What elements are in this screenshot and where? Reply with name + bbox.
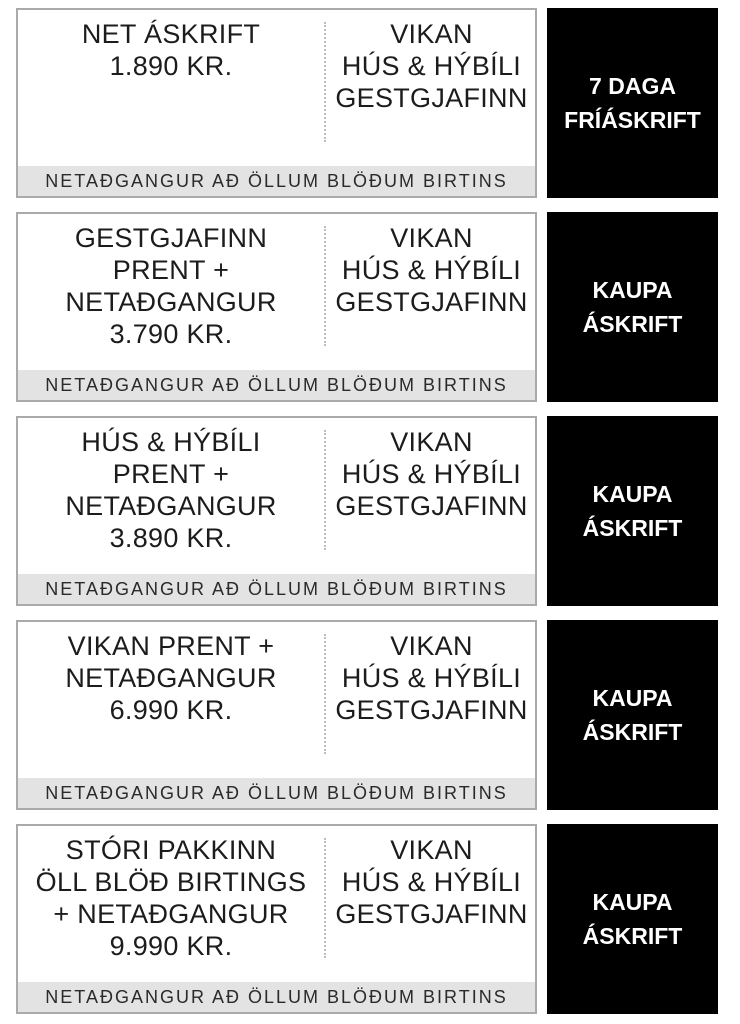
- plan-price: 3.790 KR.: [109, 319, 233, 349]
- plan-card: [16, 620, 537, 810]
- plan-footer: NETAÐGANGUR AÐ ÖLLUM BLÖÐUM BIRTINS: [18, 982, 535, 1012]
- plan-subtitle: NETAÐGANGUR: [65, 491, 277, 521]
- plan-footer: NETAÐGANGUR AÐ ÖLLUM BLÖÐUM BIRTINS: [18, 574, 535, 604]
- free-trial-button[interactable]: [547, 8, 718, 198]
- button-label-line-1: KAUPA: [592, 277, 673, 303]
- plan-title: STÓRI PAKKINN: [65, 835, 277, 865]
- plan-details: [18, 630, 324, 726]
- magazine-gestgjafinn: GESTGJAFINN: [335, 83, 528, 113]
- plan-net-askrift: [16, 8, 718, 198]
- plan-price: 6.990 KR.: [109, 695, 233, 725]
- plan-gestgjafinn-prent: [16, 212, 718, 402]
- button-label-line-2: ÁSKRIFT: [582, 311, 683, 337]
- plan-subtitle: NETAÐGANGUR: [65, 663, 277, 693]
- plan-details: [18, 834, 324, 962]
- magazine-hus-og-hybili: HÚS & HÝBÍLI: [341, 867, 522, 897]
- plan-price: 9.990 KR.: [109, 931, 233, 961]
- magazine-hus-og-hybili: HÚS & HÝBÍLI: [341, 663, 522, 693]
- plan-price: 3.890 KR.: [109, 523, 233, 553]
- plan-price: 1.890 KR.: [109, 51, 233, 81]
- plan-card: [16, 8, 537, 198]
- plan-details: [18, 426, 324, 554]
- included-magazines: [326, 18, 537, 114]
- magazine-gestgjafinn: GESTGJAFINN: [335, 491, 528, 521]
- plan-subtitle: + NETAÐGANGUR: [53, 899, 289, 929]
- magazine-gestgjafinn: GESTGJAFINN: [335, 695, 528, 725]
- plan-title: NET ÁSKRIFT: [81, 19, 261, 49]
- buy-subscription-button[interactable]: [547, 416, 718, 606]
- magazine-gestgjafinn: GESTGJAFINN: [335, 287, 528, 317]
- button-label-line-2: ÁSKRIFT: [582, 719, 683, 745]
- plan-footer: NETAÐGANGUR AÐ ÖLLUM BLÖÐUM BIRTINS: [18, 166, 535, 196]
- plan-details: [18, 222, 324, 350]
- plan-subtitle: ÖLL BLÖÐ BIRTINGS: [35, 867, 307, 897]
- plan-subtitle: PRENT +: [112, 459, 230, 489]
- plan-details: [18, 18, 324, 82]
- button-label-line-2: ÁSKRIFT: [582, 923, 683, 949]
- included-magazines: [326, 222, 537, 318]
- plan-card: [16, 824, 537, 1014]
- button-label-line-1: 7 DAGA: [589, 73, 676, 99]
- button-label-line-1: KAUPA: [592, 889, 673, 915]
- plan-card: [16, 416, 537, 606]
- button-label-line-1: KAUPA: [592, 481, 673, 507]
- included-magazines: [326, 630, 537, 726]
- plan-stori-pakkinn: [16, 824, 718, 1014]
- included-magazines: [326, 834, 537, 930]
- plan-hus-og-hybili-prent: [16, 416, 718, 606]
- magazine-gestgjafinn: GESTGJAFINN: [335, 899, 528, 929]
- buy-subscription-button[interactable]: [547, 212, 718, 402]
- buy-subscription-button[interactable]: [547, 620, 718, 810]
- plan-footer: NETAÐGANGUR AÐ ÖLLUM BLÖÐUM BIRTINS: [18, 370, 535, 400]
- magazine-hus-og-hybili: HÚS & HÝBÍLI: [341, 459, 522, 489]
- plan-card: [16, 212, 537, 402]
- magazine-vikan: VIKAN: [390, 427, 473, 457]
- buy-subscription-button[interactable]: [547, 824, 718, 1014]
- button-label-line-2: ÁSKRIFT: [582, 515, 683, 541]
- button-label-line-1: KAUPA: [592, 685, 673, 711]
- plan-vikan-prent: [16, 620, 718, 810]
- plan-title: GESTGJAFINN: [74, 223, 268, 253]
- plan-title: VIKAN PRENT +: [67, 631, 275, 661]
- plan-subtitle: NETAÐGANGUR: [65, 287, 277, 317]
- plan-subtitle: PRENT +: [112, 255, 230, 285]
- button-label-line-2: FRÍÁSKRIFT: [564, 107, 701, 133]
- plan-footer: NETAÐGANGUR AÐ ÖLLUM BLÖÐUM BIRTINS: [18, 778, 535, 808]
- magazine-vikan: VIKAN: [390, 223, 473, 253]
- magazine-vikan: VIKAN: [390, 835, 473, 865]
- magazine-hus-og-hybili: HÚS & HÝBÍLI: [341, 51, 522, 81]
- plan-title: HÚS & HÝBÍLI: [81, 427, 261, 457]
- magazine-hus-og-hybili: HÚS & HÝBÍLI: [341, 255, 522, 285]
- included-magazines: [326, 426, 537, 522]
- magazine-vikan: VIKAN: [390, 19, 473, 49]
- magazine-vikan: VIKAN: [390, 631, 473, 661]
